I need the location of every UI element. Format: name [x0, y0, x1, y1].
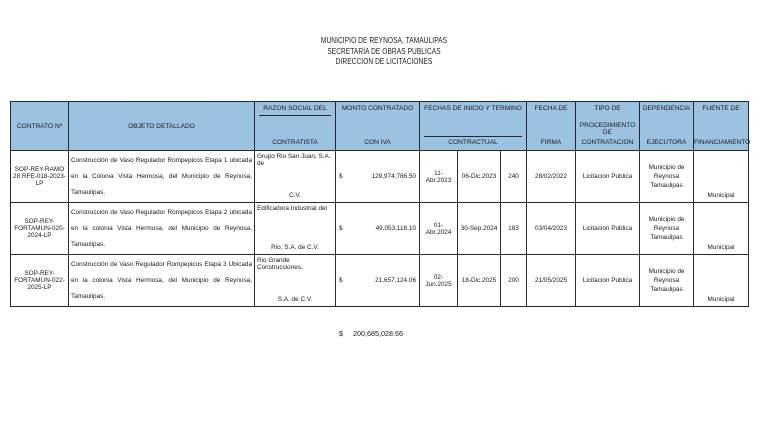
- col-fecha-firma: FECHA DE FIRMA: [527, 102, 576, 151]
- currency-symbol: $: [339, 225, 343, 232]
- col-contrato: CONTRATO Nº: [11, 102, 69, 151]
- total-value: 200,685,028.66: [353, 329, 403, 338]
- cell-fuente: Municipal: [694, 203, 749, 255]
- document-heading: [0, 36, 768, 68]
- cell-objeto: Construcción de Vaso Regulador Rompepicos Etapa 1 ubicada en la Colonia Vista Hermosa, del Municipio de Reynosa, Tamaulipas.: [69, 151, 255, 203]
- cell-monto: [336, 203, 420, 255]
- cell-fecha-termino: 06-Dic.2023: [458, 151, 501, 203]
- col-dependencia: DEPENDENCIA EJECUTORA: [640, 102, 694, 151]
- cell-fecha-firma: 21/05/2025: [527, 255, 576, 307]
- cell-razon-social: Grupo Rio San Juan, S.A. de C.V.: [255, 151, 336, 203]
- cell-dias: 200: [501, 255, 527, 307]
- cell-contrato: SOP-REY-FORTAMUN-022-2025-LP: [11, 255, 69, 307]
- col-razon-social: RAZON SOCIAL DEL CONTRATISTA: [255, 102, 336, 151]
- cell-dependencia: Municipio de Reynosa Tamaulipas: [640, 255, 694, 307]
- col-tipo-procedimiento: TIPO DE PROCEDIMIENTO DE CONTRATACION: [576, 102, 640, 151]
- cell-monto: [336, 151, 420, 203]
- cell-razon-social: Rio Grande Construcciones, S.A. de C.V.: [255, 255, 336, 307]
- col-fechas: FECHAS DE INICIO Y TERMINO CONTRACTUAL: [420, 102, 527, 151]
- amount-value: 49,053,118.10: [375, 225, 416, 232]
- table-row: [11, 255, 749, 307]
- col-objeto: OBJETO DETALLADO: [69, 102, 255, 151]
- currency-symbol: $: [339, 173, 343, 180]
- cell-tipo-procedimiento: Licitacion Publica: [576, 255, 640, 307]
- cell-fuente: Municipal: [694, 151, 749, 203]
- cell-dependencia: Municipio de Reynosa Tamaulipas: [640, 151, 694, 203]
- contracts-table: [10, 101, 749, 307]
- total-currency-symbol: $: [339, 329, 343, 338]
- cell-monto: [336, 255, 420, 307]
- table-row: [11, 151, 749, 203]
- cell-objeto: Construcción de Vaso Regulador Rompepicos Etapa 3 Ubicada en la colonia Vista Hermosa, del Municipio de Reynosa, Tamaulipas.: [69, 255, 255, 307]
- cell-fecha-termino: 30-Sep.2024: [458, 203, 501, 255]
- cell-contrato: SOP-REY-FORTAMUN-020-2024-LP: [11, 203, 69, 255]
- heading-direccion: DIRECCION DE LICITACIONES: [335, 57, 433, 66]
- table-header-row: [11, 102, 749, 151]
- col-fuente: FUENTE DE FINANCIAMIENTO: [694, 102, 749, 151]
- cell-dias: 240: [501, 151, 527, 203]
- amount-value: 21,657,124.06: [375, 277, 416, 284]
- amount-value: 129,974,786.50: [371, 173, 416, 180]
- cell-fuente: Municipal: [694, 255, 749, 307]
- cell-objeto: Construcción de Vaso Regulador Rompepicos Etapa 2 ubicada en la colonia Vista Hermosa, del Municipio de Reynosa, Tamaulipas.: [69, 203, 255, 255]
- col-monto: MONTO CONTRATADO CON IVA: [336, 102, 420, 151]
- cell-contrato: SOP-REY-RAMO 28 RFE-018-2023-LP: [11, 151, 69, 203]
- cell-fecha-inicio: 02-Jun.2025: [420, 255, 458, 307]
- cell-fecha-firma: 03/04/2023: [527, 203, 576, 255]
- cell-dependencia: Municipio de Reynosa Tamaulipas: [640, 203, 694, 255]
- cell-fecha-termino: 18-Dic.2025: [458, 255, 501, 307]
- cell-tipo-procedimiento: Licitacion Publica: [576, 151, 640, 203]
- heading-secretaria: SECRETARÍA DE OBRAS PUBLICAS: [327, 46, 441, 56]
- cell-fecha-inicio: 11-Abr.2023: [420, 151, 458, 203]
- cell-razon-social: Edificadora Industrial del Rio, S.A. de C.V.: [255, 203, 336, 255]
- table-row: [11, 203, 749, 255]
- total-amount: [339, 329, 413, 338]
- heading-municipio: MUNICIPIO DE REYNOSA, TAMAULIPAS: [320, 36, 448, 45]
- cell-fecha-inicio: 01-Abr.2024: [420, 203, 458, 255]
- cell-tipo-procedimiento: Licitacion Publica: [576, 203, 640, 255]
- cell-fecha-firma: 28/02/2022: [527, 151, 576, 203]
- cell-dias: 183: [501, 203, 527, 255]
- currency-symbol: $: [339, 277, 343, 284]
